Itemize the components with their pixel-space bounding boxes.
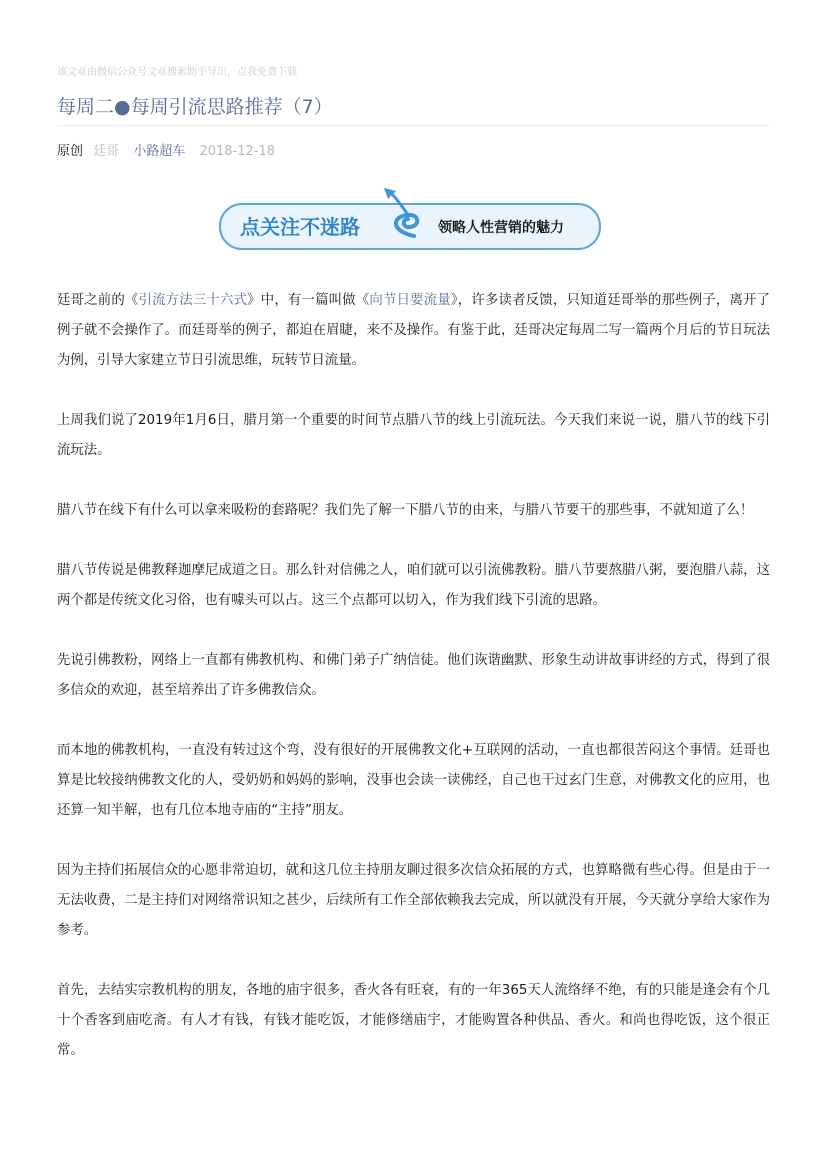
article-body (57, 286, 770, 1096)
paragraph-text: 》中，有一篇叫做《 (247, 293, 370, 308)
paragraph-6: 而本地的佛教机构，一直没有转过这个弯，没有很好的开展佛教文化+互联网的活动，一直也都很苦闷这个事情。廷哥也算是比较接纳佛教文化的人，受奶奶和妈妈的影响，没事也会读一读佛经，自己也干过玄门生意，对佛教文化的应用，也还算一知半解，也有几位本地寺庙的“主持”朋友。 (57, 743, 770, 818)
export-download-link[interactable]: 该文章由微信公众号文章搜索助手导出，点我免费下载 (57, 67, 297, 78)
follow-banner (218, 186, 602, 252)
paragraph-4: 腊八节传说是佛教释迦摩尼成道之日。那么针对信佛之人，咱们就可以引流佛教粉。腊八节要熬腊八粥，要泡腊八蒜，这两个都是传统文化习俗，也有噱头可以占。这三个点都可以切入，作为我们线下引流的思路。 (57, 563, 770, 608)
paragraph-7: 因为主持们拓展信众的心愿非常迫切，就和这几位主持朋友聊过很多次信众拓展的方式，也算略微有些心得。但是由于一无法收费，二是主持们对网络常识知之甚少，后续所有工作全部依赖我去完成，所以就没有开展，今天就分享给大家作为参考。 (57, 863, 770, 938)
original-tag: 原创 (57, 144, 84, 159)
banner-right-text: 领略人性营销的魅力 (438, 220, 564, 236)
paragraph-5: 先说引佛教粉，网络上一直都有佛教机构、和佛门弟子广纳信徒。他们诙谐幽默、形象生动讲故事讲经的方式，得到了很多信众的欢迎，甚至培养出了许多佛教信众。 (57, 653, 770, 698)
link-36-methods[interactable]: 引流方法三十六式 (138, 293, 248, 308)
publish-date: 2018-12-18 (199, 144, 276, 159)
banner-left-text: 点关注不迷路 (240, 215, 360, 239)
paragraph-text: 廷哥之前的《 (57, 293, 139, 308)
paragraph-2: 上周我们说了2019年1月6日，腊月第一个重要的时间节点腊八节的线上引流玩法。今天我们来说一说，腊八节的线下引流玩法。 (57, 413, 770, 458)
paragraph-3: 腊八节在线下有什么可以拿来吸粉的套路呢？我们先了解一下腊八节的由来，与腊八节要干的那些事，不就知道了么！ (57, 503, 754, 518)
title-divider (57, 125, 770, 126)
link-festival-traffic[interactable]: 向节日要流量 (369, 293, 451, 308)
article-title: 每周二●每周引流思路推荐（7） (57, 96, 333, 118)
author-name: 廷哥 (93, 144, 120, 159)
account-link[interactable]: 小路超车 (133, 144, 186, 159)
paragraph-8: 首先，去结实宗教机构的朋友，各地的庙宇很多，香火各有旺衰，有的一年365天人流络绎不绝，有的只能是逢会有个几十个香客到庙吃斋。有人才有钱，有钱才能吃饭，才能修缮庙宇，才能购置各种供品、香火。和尚也得吃饭，这个很正常。 (57, 983, 770, 1058)
article-meta (57, 140, 275, 159)
paragraph-1 (57, 286, 770, 376)
paragraph-text: 》，许多读者反馈，只知道廷哥举的那些例子，离开了例子就不会操作了。而廷哥举的例子，都迫在眉睫，来不及操作。有鉴于此，廷哥决定每周二写一篇两个月后的节日玩法为例，引导大家建立节日引流思维，玩转节日流量。 (57, 293, 771, 368)
